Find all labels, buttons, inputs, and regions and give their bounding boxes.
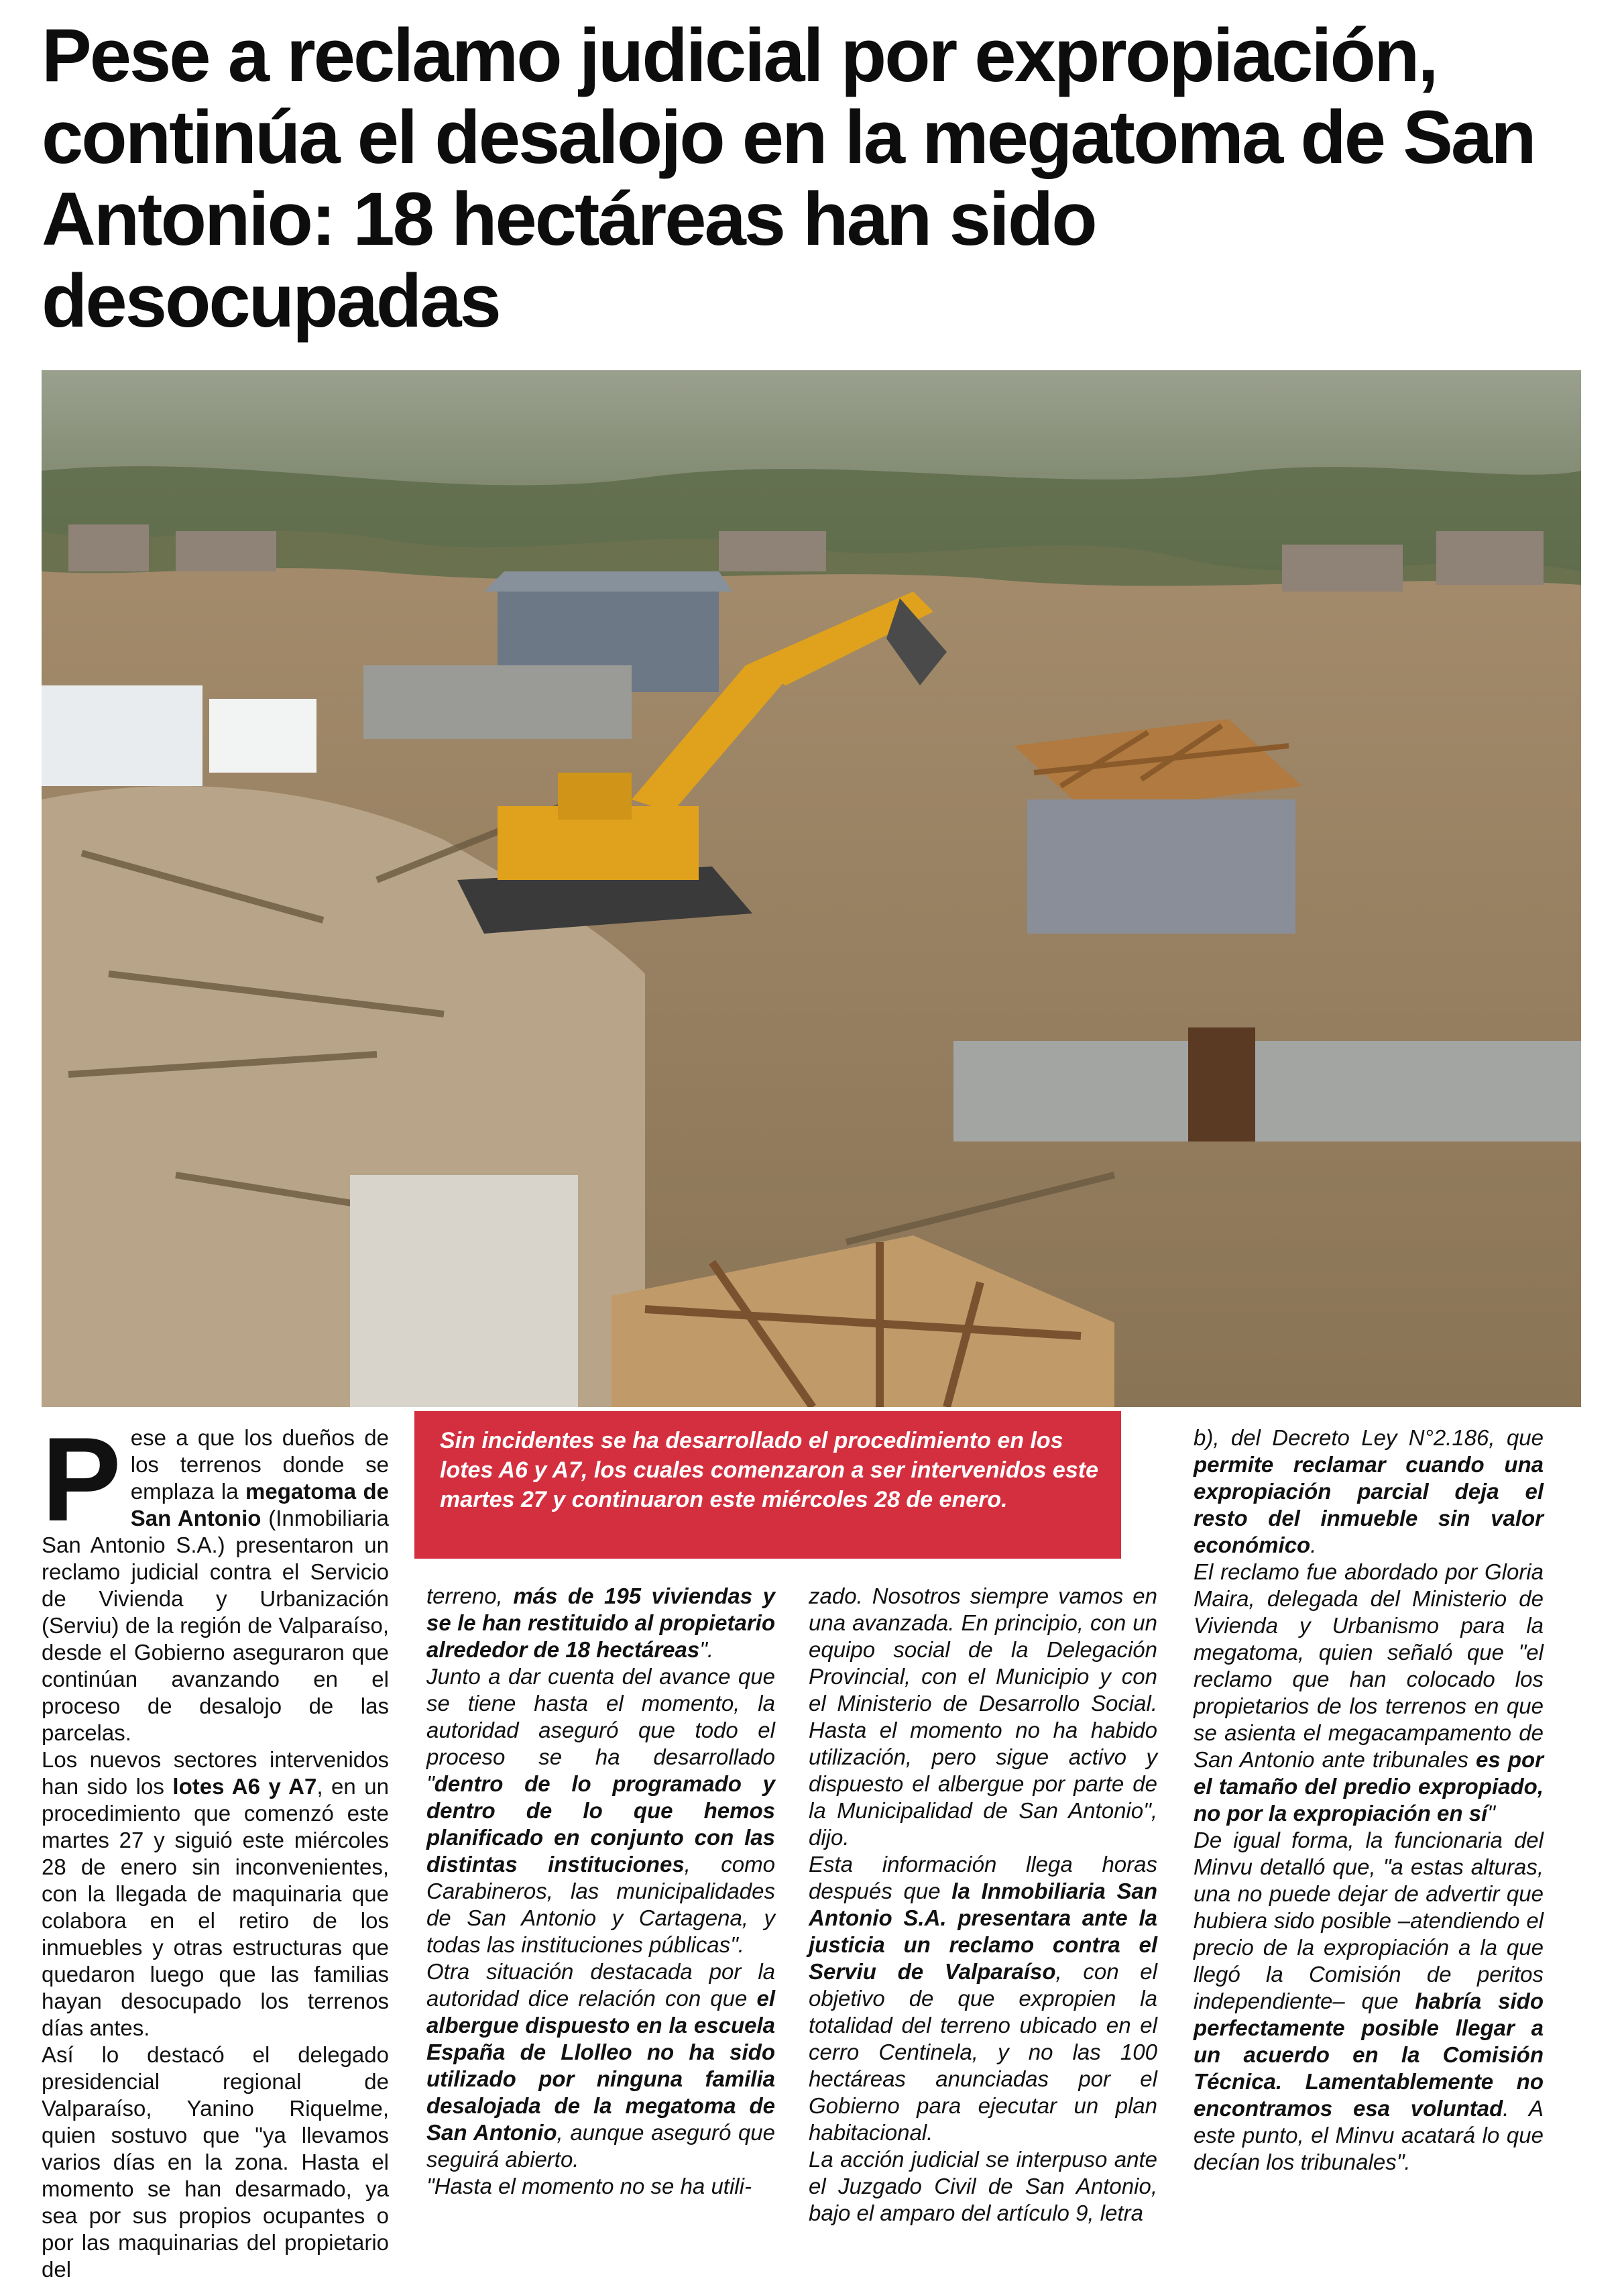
article-column-1	[42, 1412, 389, 2283]
paragraph: Así lo destacó el delegado presidencial regional de Valparaíso, Yanino Riquelme, quien sostuvo que "ya llevamos varios días en la zona. Hasta el momento se han desarmado, ya sea por sus propios ocupantes o por las maquinarias del propietario del	[42, 2042, 389, 2282]
text-run: Junto a dar cuenta del avance que se tiene hasta el momento, la autoridad aseguró que todo el proceso se ha desarrollado "	[426, 1664, 775, 1796]
headline: Pese a reclamo judicial por expropiación, continúa el desalojo en la megatoma de San Antonio: 18 hectáreas han sido desocupadas	[42, 13, 1535, 343]
paragraph	[426, 1583, 775, 1663]
bold-text: la Inmobiliaria San Antonio S.A. presentara ante la justicia un reclamo contra el Serviu de Valparaíso	[809, 1879, 1157, 1984]
bold-text: es por el tamaño del predio expropiado, no por la expropiación en sí	[1194, 1747, 1544, 1826]
paragraph	[42, 1746, 389, 2042]
paragraph: "Hasta el momento no se ha utili-	[426, 2174, 752, 2198]
text-run: ese a que los dueños de los terrenos donde se emplaza la	[130, 1425, 389, 1504]
bold-text: más de 195 viviendas y se le han restituido al propietario alrededor de 18 hectáreas	[426, 1583, 775, 1662]
bold-text: lotes A6 y A7	[172, 1774, 317, 1799]
article-column-3	[809, 1583, 1157, 2227]
demolition-photo-illustration	[42, 370, 1581, 1407]
text-run: (Inmobiliaria San Antonio S.A.) presentaron un reclamo judicial contra el Servicio de Vivienda y Urbanización (Serviu) de la región de Valparaíso, desde el Gobierno aseguraron que continúan avanzando en el proceso de desalojo de las parcelas.	[42, 1506, 389, 1745]
paragraph: zado. Nosotros siempre vamos en una avanzada. En principio, con un equipo social de la Delegación Provincial, con el Municipio y con el Ministerio de Desarrollo Social. Hasta el momento no ha habido utilización, pero sigue activo y dispuesto el albergue por parte de la Municipalidad de San Antonio", dijo.	[809, 1583, 1157, 1850]
bold-text: el albergue dispuesto en la escuela España de Llolleo no ha sido utilizado por ninguna familia desalojada de la megatoma de San Antonio	[426, 1986, 775, 2145]
demolition-photo	[42, 370, 1581, 1407]
paragraph	[1194, 1559, 1544, 1827]
bold-text: megatoma de San Antonio	[130, 1479, 389, 1530]
text-run: Otra situación destacada por la autoridad dice relación con que	[426, 1959, 775, 2011]
text-run: El reclamo fue abordado por Gloria Maira, delegada del Ministerio de Vivienda y Urbanismo para la megatoma, quien señaló que "el reclamo que han colocado los propietarios de los terrenos en que se asienta el megacampamento de San Antonio ante tribunales	[1194, 1559, 1544, 1772]
text-run: . A este punto, el Minvu acatará lo que decían los tribunales".	[1194, 2096, 1544, 2174]
article-column-4	[1194, 1425, 1544, 2176]
paragraph	[1194, 1425, 1544, 1559]
text-run: , aunque aseguró que seguirá abierto.	[426, 2120, 775, 2172]
paragraph	[809, 1851, 1157, 2146]
text-run: , con el objetivo de que expropien la totalidad del terreno ubicado en el cerro Centinela, y no las 100 hectáreas anunciadas por el Gobierno para ejecutar un plan habitacional.	[809, 1959, 1157, 2145]
text-run: , como Carabineros, las municipalidades de San Antonio y Cartagena, y todas las instituciones públicas".	[426, 1852, 775, 1957]
text-run: ".	[699, 1637, 714, 1662]
text-run: b), del Decreto Ley N°2.186, que	[1194, 1425, 1544, 1450]
text-run: .	[1310, 1533, 1317, 1557]
article-column-2	[426, 1583, 775, 2200]
text-run: Los nuevos sectores intervenidos han sido los	[42, 1747, 389, 1799]
paragraph: La acción judicial se interpuso ante el Juzgado Civil de San Antonio, bajo el amparo del artículo 9, letra	[809, 2147, 1157, 2225]
paragraph	[1194, 1827, 1544, 2176]
pullquote-box	[414, 1411, 1121, 1559]
text-run: Esta información llega horas después que	[809, 1852, 1157, 1903]
text-run: "	[1487, 1801, 1495, 1826]
bold-text: permite reclamar cuando una expropiación parcial deja el resto del inmueble sin valor económico	[1194, 1452, 1544, 1557]
paragraph	[426, 1663, 775, 1958]
pullquote-text: Sin incidentes se ha desarrollado el procedimiento en los lotes A6 y A7, los cuales comenzaron a ser intervenidos este martes 27 y continuaron este miércoles 28 de enero.	[440, 1428, 1098, 1512]
text-run: terreno,	[426, 1583, 514, 1608]
bold-text: dentro de lo programado y dentro de lo que hemos planificado en conjunto con las distintas instituciones	[426, 1771, 775, 1877]
bold-text: habría sido perfectamente posible llegar a un acuerdo en la Comisión Técnica. Lamentablemente no encontramos esa voluntad	[1194, 1989, 1544, 2121]
text-run: , en un procedimiento que comenzó este martes 27 y siguió este miércoles 28 de enero sin inconvenientes, con la llegada de maquinaria que colabora en el retiro de los inmuebles y otras estructuras que quedaron luego que las familias hayan desocupado los terrenos días antes.	[42, 1774, 389, 2040]
paragraph	[426, 1958, 775, 2173]
drop-cap: P	[42, 1412, 121, 1546]
text-run: De igual forma, la funcionaria del Minvu detalló que, "a estas alturas, una no puede dejar de advertir que hubiera sido posible –atendiendo el precio de la expropiación a la que llegó la Comisión de peritos independiente– que	[1194, 1828, 1544, 2013]
